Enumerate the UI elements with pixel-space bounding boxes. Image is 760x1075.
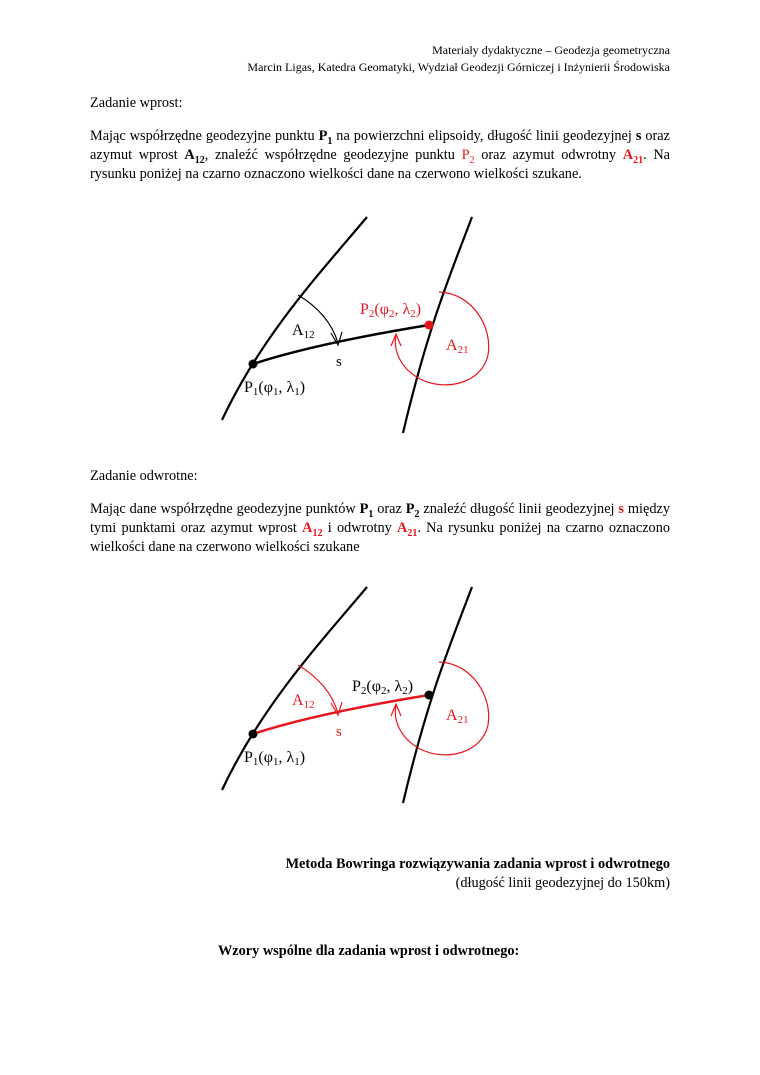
method-title: Metoda Bowringa rozwiązywania zadania wprost i odwrotnego — [285, 856, 670, 872]
method-subtitle: (długość linii geodezyjnej do 150km) — [455, 875, 670, 891]
point-p2 — [425, 691, 434, 700]
meridian-2 — [403, 217, 472, 433]
inverse-heading: Zadanie odwrotne: — [90, 468, 198, 484]
label-s: s — [336, 724, 342, 740]
figure-inverse — [200, 585, 520, 805]
header-line-1: Materiały dydaktyczne – Geodezja geometryczna — [432, 43, 670, 57]
point-p2 — [425, 321, 434, 330]
azimuth-a21-arc — [395, 662, 488, 755]
label-a12: A12 — [292, 692, 315, 711]
label-p1: P1(φ1, λ1) — [244, 379, 306, 398]
label-p2: P2(φ2, λ2) — [360, 301, 422, 320]
common-formulas-title: Wzory wspólne dla zadania wprost i odwrotnego: — [218, 943, 520, 959]
label-a12: A12 — [292, 322, 315, 341]
point-p1 — [249, 360, 258, 369]
label-s: s — [336, 354, 342, 370]
figure-direct — [200, 215, 520, 435]
label-a21: A21 — [446, 707, 469, 726]
label-p1: P1(φ1, λ1) — [244, 749, 306, 768]
inverse-paragraph: Mając dane współrzędne geodezyjne punktów $P_1$ oraz $P_2$ znaleźć długość linii geodezyjnej s między tymi punktami oraz azymut wprost $A_{12}$ i odwrotny $A_{21}$. Na rysunku poniżej na czarno oznaczono wielkości dane na czerwono wielkości szukane — [90, 501, 671, 555]
meridian-2 — [403, 587, 472, 803]
point-p1 — [249, 730, 258, 739]
label-p2: P2(φ2, λ2) — [352, 678, 414, 697]
direct-paragraph: Mając współrzędne geodezyjne punktu $P_1$ na powierzchni elipsoidy, długość linii geodezyjnej s oraz azymut wprost $A_{12}$, znaleźć współrzędne geodezyjne punktu $P_2$ oraz azymut odwrotny $A_{21}$. Na rysunku poniżej na czarno oznaczono wielkości dane na czerwono wielkości szukane. — [90, 128, 670, 182]
direct-heading: Zadanie wprost: — [90, 95, 183, 111]
label-a21: A21 — [446, 337, 469, 356]
header-line-2: Marcin Ligas, Katedra Geomatyki, Wydział Geodezji Górniczej i Inżynierii Środowiska — [247, 60, 670, 74]
